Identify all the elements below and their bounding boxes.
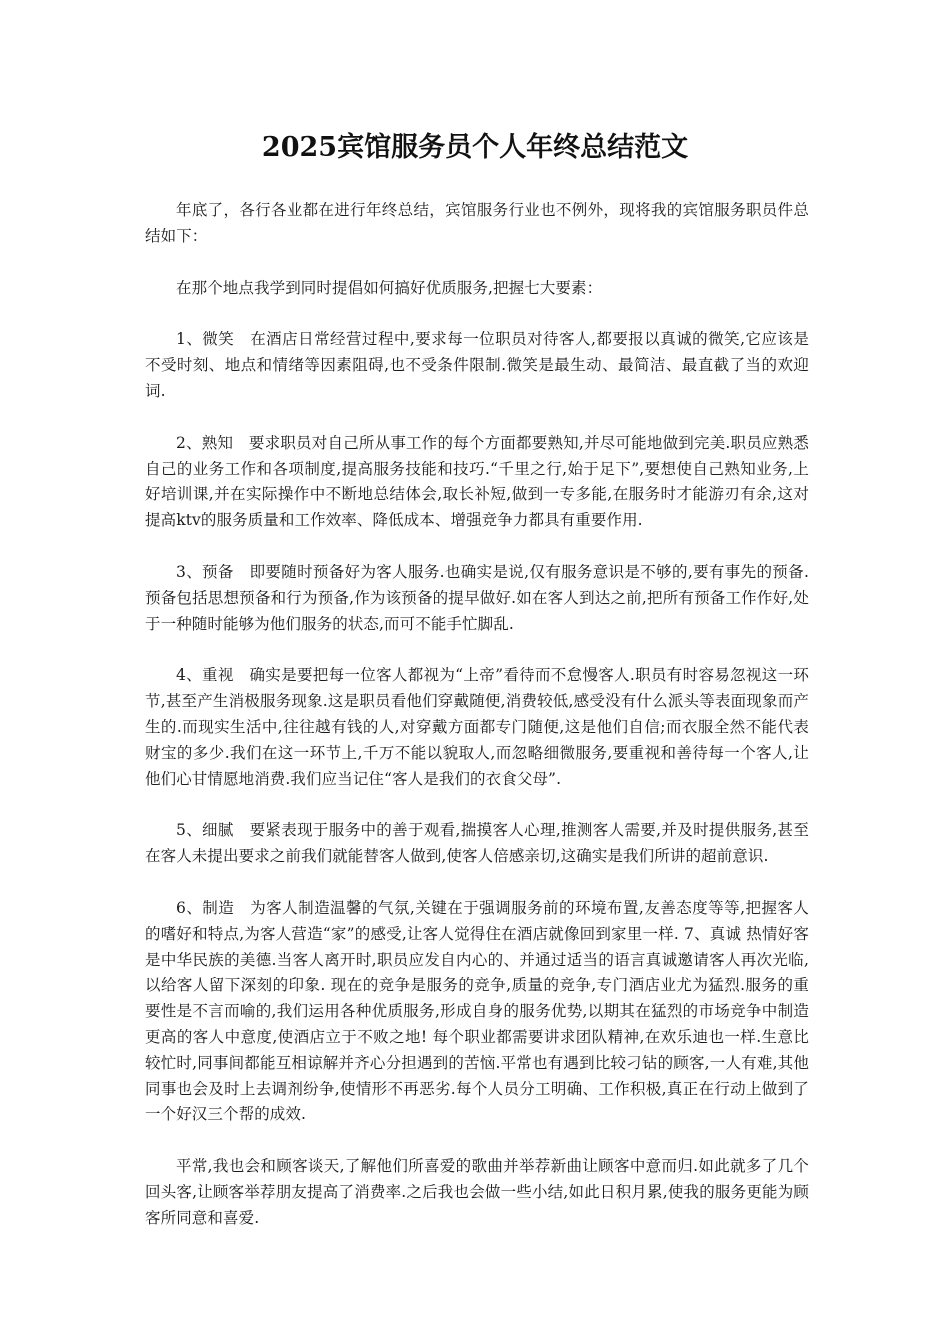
paragraph-familiarity: 2、熟知 要求职员对自己所从事工作的每个方面都要熟知,并尽可能地做到完美.职员应熟悉自己的业务工作和各项制度,提高服务技能和技巧.“千里之行,始于足下”,要想使自己熟知业务,上好培训课,并在实际操作中不断地总结体会,取长补短,做到一专多能,在服务时才能游刃有余,这对提高ktv的服务质量和工作效率、降低成本、增强竞争力都具有重要作用. bbox=[145, 433, 809, 530]
paragraph-smile: 1、微笑 在酒店日常经营过程中,要求每一位职员对待客人,都要报以真诚的微笑,它应该是不受时刻、地点和情绪等因素阻碍,也不受条件限制.微笑是最生动、最简洁、最直截了当的欢迎词. bbox=[145, 330, 809, 400]
paragraph-elements-intro: 在那个地点我学到同时提倡如何搞好优质服务,把握七大要素： bbox=[176, 278, 603, 297]
paragraph-meticulous: 5、细腻 要紧表现于服务中的善于观看,揣摸客人心理,推测客人需要,并及时提供服务,甚至在客人未提出要求之前我们就能替客人做到,使客人倍感亲切,这确实是我们所讲的超前意识. bbox=[145, 821, 809, 866]
paragraph-attention: 4、重视 确实是要把每一位客人都视为“上帝”看待而不怠慢客人.职员有时容易忽视这一环节,甚至产生消极服务现象.这是职员看他们穿戴随便,消费较低,感受没有什么派头等表面现象而产生的.而现实生活中,往往越有钱的人,对穿戴方面都专门随便,这是他们自信;而衣服全然不能代表财宝的多少.我们在这一环节上,千万不能以貌取人,而忽略细微服务,要重视和善待每一个客人,让他们心甘情愿地消费.我们应当记住“客人是我们的衣食父母”. bbox=[145, 666, 809, 788]
document-title: 2025宾馆服务员个人年终总结范文 bbox=[261, 132, 689, 163]
paragraph-create: 6、制造 为客人制造温馨的气氛,关键在于强调服务前的环境布置,友善态度等等,把握客人的嗜好和特点,为客人营造“家”的感受,让客人觉得住在酒店就像回到家里一样. 7、真诚 热情好客是中华民族的美德.当客人离开时,职员应发自内心的、并通过适当的语言真诚邀请客人再次光临,以给客人留下深刻的印象. 现在的竞争是服务的竞争,质量的竞争,专门酒店业尤为猛烈.服务的重要性是不言而喻的,我们运用各种优质服务,形成自身的服务优势,以期其在猛烈的市场竞争中制造更高的客人中意度,使酒店立于不败之地! 每个职业都需要讲求团队精神,在欢乐迪也一样.生意比较忙时,同事间都能互相谅解并齐心分担遇到的苦恼.平常也有遇到比较刁钻的顾客,一人有难,其他同事也会及时上去调剂纷争,使情形不再恶劣.每个人员分工明确、工作积极,真正在行动上做到了一个好汉三个帮的成效. bbox=[145, 898, 809, 1124]
document-body bbox=[145, 198, 809, 1258]
paragraph-closing: 平常,我也会和顾客谈天,了解他们所喜爱的歌曲并举荐新曲让顾客中意而归.如此就多了几个回头客,让顾客举荐朋友提高了消费率.之后我也会做一些小结,如此日积月累,使我的服务更能为顾客所同意和喜爱. bbox=[145, 1157, 809, 1227]
paragraph-intro: 年底了，各行各业都在进行年终总结，宾馆服务行业也不例外，现将我的宾馆服务职员件总结如下： bbox=[145, 201, 809, 245]
paragraph-preparation: 3、预备 即要随时预备好为客人服务.也确实是说,仅有服务意识是不够的,要有事先的预备.预备包括思想预备和行为预备,作为该预备的提早做好.如在客人到达之前,把所有预备工作作好,处于一种随时能够为他们服务的状态,而可不能手忙脚乱. bbox=[145, 562, 809, 633]
